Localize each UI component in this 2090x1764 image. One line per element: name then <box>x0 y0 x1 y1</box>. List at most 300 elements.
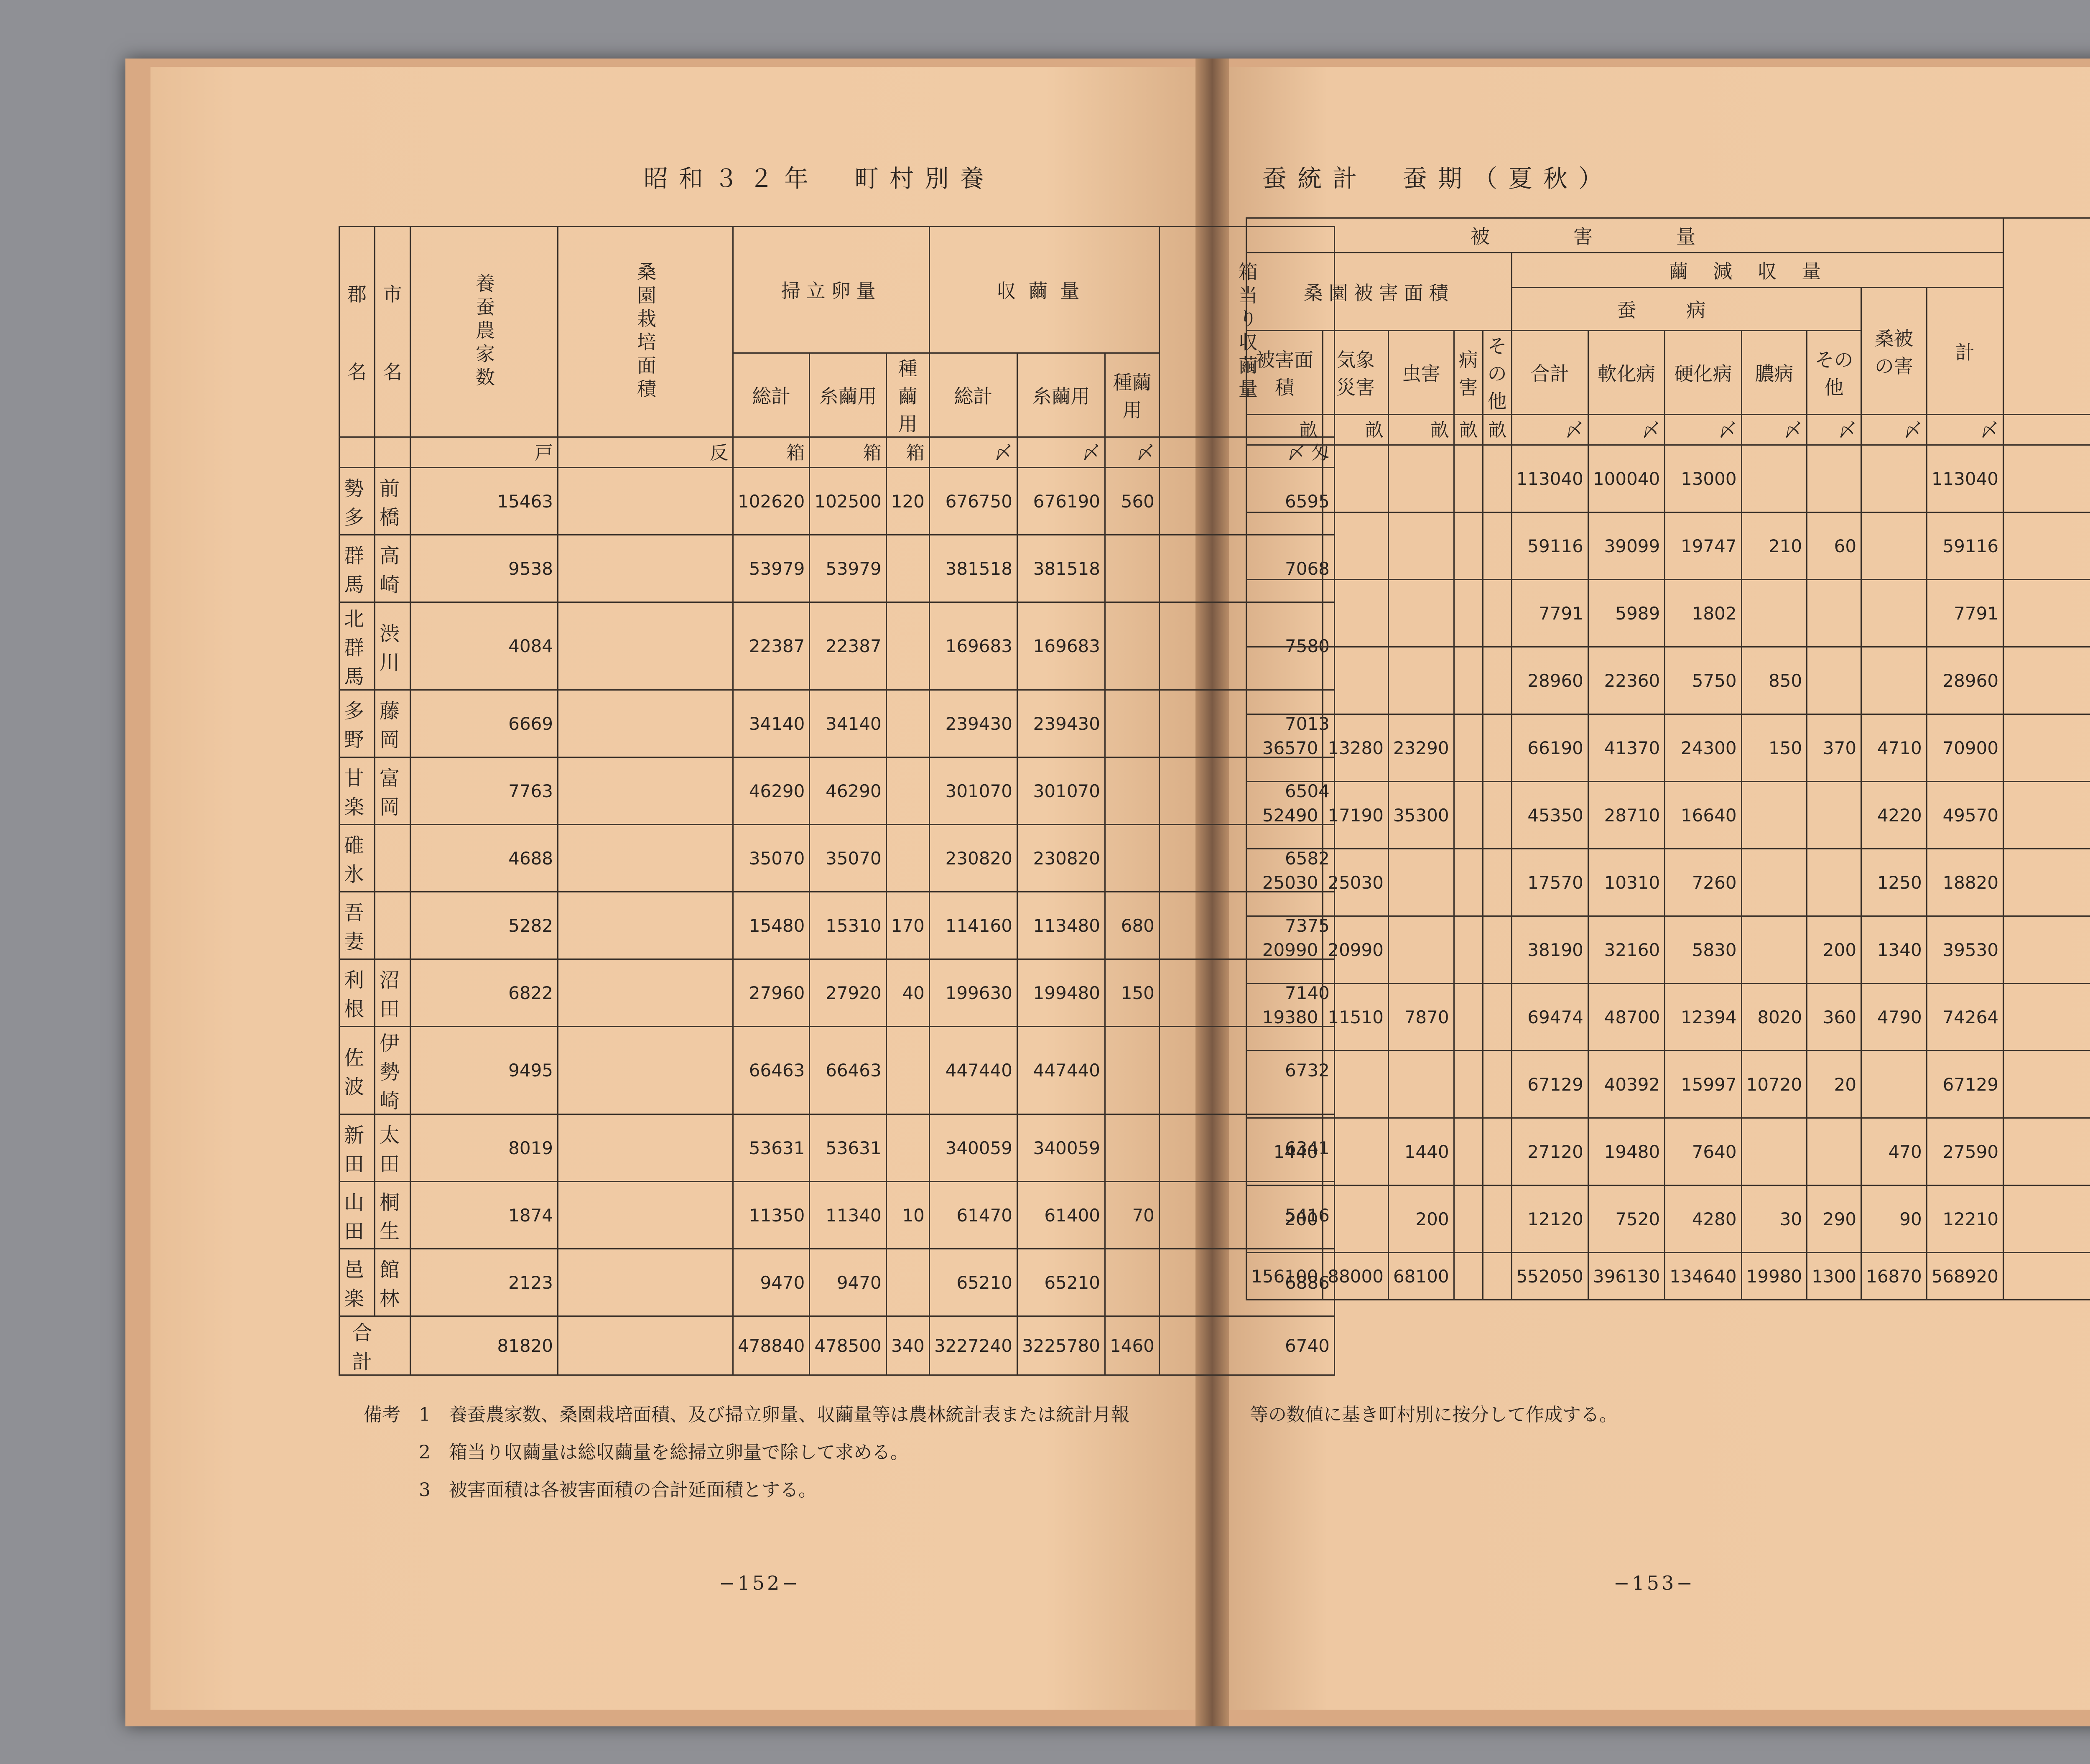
table-cell: 24300 <box>1665 714 1741 782</box>
table-row <box>1246 580 2090 647</box>
table-cell: 7640 <box>1665 1118 1741 1185</box>
total-row <box>339 1316 1335 1375</box>
table-cell: 桐生 <box>375 1182 410 1249</box>
table-cell: 41370 <box>1588 714 1664 782</box>
table-cell: 70 <box>1105 1182 1160 1249</box>
table-cell: 40 <box>886 959 929 1027</box>
table-cell <box>1388 647 1454 714</box>
table-cell <box>1741 445 1807 512</box>
header-total: 計 <box>1927 288 2003 415</box>
table-cell: 35300 <box>1388 782 1454 849</box>
table-cell <box>1741 849 1807 916</box>
table-cell: 19747 <box>1665 512 1741 580</box>
page-number-right: −153− <box>1613 1572 1695 1594</box>
table-cell <box>886 1027 929 1114</box>
header-shi: 市 名 <box>375 227 410 437</box>
table-cell: 10 <box>886 1182 929 1249</box>
table-cell: 66463 <box>810 1027 886 1114</box>
table-row <box>339 690 1335 757</box>
table-row <box>1246 445 2090 512</box>
table-row <box>339 1027 1335 1114</box>
sub-header: 虫害 <box>1388 331 1454 415</box>
table-cell: 150 <box>1741 714 1807 782</box>
table-cell: 7260 <box>1665 849 1741 916</box>
total-row <box>1246 1253 2090 1300</box>
table-cell: 53631 <box>733 1114 810 1182</box>
sub-header: 病害 <box>1454 331 1483 415</box>
table-cell: 69474 <box>1511 984 1588 1051</box>
table-cell <box>2003 984 2090 1051</box>
header-cocoon-amount: 収繭量 <box>929 227 1159 353</box>
table-cell <box>2003 849 2090 916</box>
table-cell: 15997 <box>1665 1051 1741 1118</box>
header-mulberry-loss: 桑被の害 <box>1861 288 1927 415</box>
table-cell: 北群馬 <box>339 602 375 690</box>
table-cell: 4710 <box>1861 714 1927 782</box>
sub-header: 糸繭用 <box>1017 353 1105 437</box>
table-cell: 301070 <box>929 757 1017 825</box>
table-cell: 113480 <box>1017 892 1105 959</box>
table-cell: 6595 <box>1159 468 1334 535</box>
table-cell <box>1323 647 1389 714</box>
total-cell: 合計 <box>339 1316 410 1375</box>
table-cell: 1874 <box>410 1182 558 1249</box>
total-cell: 1460 <box>1105 1316 1160 1375</box>
note-line: 3 被害面積は各被害面積の合計延面積とする。 <box>364 1479 817 1501</box>
sub-header: 総計 <box>929 353 1017 437</box>
table-cell: 59116 <box>1927 512 2003 580</box>
total-cell: 134640 <box>1665 1253 1741 1300</box>
table-cell: 伊勢崎 <box>375 1027 410 1114</box>
table-cell <box>1105 757 1160 825</box>
table-row <box>339 959 1335 1027</box>
note-line: 備考 1 養蚕農家数、桑園栽培面積、及び掃立卵量、収繭量等は農林統計表または統計月報 <box>364 1404 1129 1425</box>
table-cell <box>1105 1249 1160 1316</box>
table-cell: 10310 <box>1588 849 1664 916</box>
table-cell: 34140 <box>733 690 810 757</box>
unit-row <box>1246 415 2090 445</box>
table-cell: 169683 <box>929 602 1017 690</box>
table-cell: 381518 <box>929 535 1017 602</box>
table-cell: 22360 <box>1588 647 1664 714</box>
table-cell <box>375 825 410 892</box>
sub-header: その他 <box>1483 331 1511 415</box>
header-mulberry-area: 桑園栽培面積 <box>558 227 733 437</box>
table-cell <box>1388 445 1454 512</box>
table-cell <box>1323 512 1389 580</box>
title-left: 昭和３２年 町村別養 <box>644 164 995 193</box>
table-cell: 藤岡 <box>375 690 410 757</box>
header-per-box: 箱当り収繭量 <box>1159 227 1334 437</box>
table-cell <box>886 1114 929 1182</box>
table-row <box>339 1182 1335 1249</box>
table-cell <box>558 602 733 690</box>
table-cell: 200 <box>1246 1185 1323 1253</box>
table-cell: 4220 <box>1861 782 1927 849</box>
table-cell <box>2003 714 2090 782</box>
table-cell: 102500 <box>810 468 886 535</box>
table-cell: 高崎 <box>375 535 410 602</box>
table-cell: 11510 <box>1323 984 1389 1051</box>
table-cell <box>2003 647 2090 714</box>
table-cell: 1440 <box>1246 1118 1323 1185</box>
total-cell: 568920 <box>1927 1253 2003 1300</box>
table-cell: 館林 <box>375 1249 410 1316</box>
table-cell <box>1454 984 1483 1051</box>
table-cell: 53979 <box>733 535 810 602</box>
table-cell: 7791 <box>1511 580 1588 647</box>
table-cell: 45350 <box>1511 782 1588 849</box>
table-cell: 19380 <box>1246 984 1323 1051</box>
table-cell <box>1105 602 1160 690</box>
unit-row <box>339 437 1335 468</box>
table-cell <box>1246 647 1323 714</box>
table-cell: 6886 <box>1159 1249 1334 1316</box>
table-cell: 1340 <box>1861 916 1927 984</box>
table-cell: 勢多 <box>339 468 375 535</box>
table-cell <box>1454 916 1483 984</box>
unit-cell: 反 <box>558 437 733 468</box>
total-cell: 68100 <box>1388 1253 1454 1300</box>
table-cell <box>1454 580 1483 647</box>
table-cell: 27590 <box>1927 1118 2003 1185</box>
left-statistics-table <box>339 226 1335 1376</box>
total-cell <box>558 1316 733 1375</box>
unit-cell: 畝 <box>1454 415 1483 445</box>
table-row <box>1246 849 2090 916</box>
table-row <box>1246 984 2090 1051</box>
table-cell: 群馬 <box>339 535 375 602</box>
table-cell <box>1246 1051 1323 1118</box>
table-cell: 19480 <box>1588 1118 1664 1185</box>
sub-header: 総計 <box>733 353 810 437</box>
table-cell <box>886 825 929 892</box>
table-cell: 60 <box>1807 512 1861 580</box>
table-row <box>339 892 1335 959</box>
table-cell <box>1483 647 1511 714</box>
table-cell: 113040 <box>1511 445 1588 512</box>
unit-cell: 〆 <box>929 437 1017 468</box>
table-cell: 170 <box>886 892 929 959</box>
unit-cell: 〆 <box>1807 415 1861 445</box>
table-cell: 169683 <box>1017 602 1105 690</box>
table-cell: 4084 <box>410 602 558 690</box>
table-cell: 290 <box>1807 1185 1861 1253</box>
table-cell <box>1454 1118 1483 1185</box>
table-cell <box>1483 1185 1511 1253</box>
table-cell: 48700 <box>1588 984 1664 1051</box>
unit-cell <box>339 437 375 468</box>
unit-cell: 箱 <box>733 437 810 468</box>
table-cell: 52490 <box>1246 782 1323 849</box>
total-cell: 156100 <box>1246 1253 1323 1300</box>
table-cell: 370 <box>1807 714 1861 782</box>
table-cell: 200 <box>1388 1185 1454 1253</box>
table-cell <box>2003 782 2090 849</box>
table-cell: 239430 <box>1017 690 1105 757</box>
table-cell <box>1483 984 1511 1051</box>
table-cell <box>1807 782 1861 849</box>
table-cell <box>2003 1051 2090 1118</box>
unit-cell: 箱 <box>810 437 886 468</box>
total-cell: 396130 <box>1588 1253 1664 1300</box>
table-cell: 7375 <box>1159 892 1334 959</box>
table-cell: 301070 <box>1017 757 1105 825</box>
table-cell: 7068 <box>1159 535 1334 602</box>
sub-header: 硬化病 <box>1665 331 1741 415</box>
table-cell <box>1454 445 1483 512</box>
table-cell: 20 <box>1807 1051 1861 1118</box>
table-cell <box>558 535 733 602</box>
note-line: 2 箱当り収繭量は総収繭量を総掃立卵量で除して求める。 <box>364 1442 909 1463</box>
table-cell <box>1105 1114 1160 1182</box>
table-cell <box>1483 782 1511 849</box>
table-cell <box>1861 512 1927 580</box>
table-cell: 7763 <box>410 757 558 825</box>
table-cell: 102620 <box>733 468 810 535</box>
table-cell: 新田 <box>339 1114 375 1182</box>
table-cell: 67129 <box>1511 1051 1588 1118</box>
table-cell: 5750 <box>1665 647 1741 714</box>
table-cell <box>886 602 929 690</box>
total-cell <box>1454 1253 1483 1300</box>
table-cell: 2123 <box>410 1249 558 1316</box>
table-cell: 15463 <box>410 468 558 535</box>
table-cell: 9470 <box>810 1249 886 1316</box>
table-row <box>1246 714 2090 782</box>
table-cell <box>1105 1027 1160 1114</box>
unit-cell: 〆 <box>1741 415 1807 445</box>
table-row <box>1246 1051 2090 1118</box>
table-cell: 7140 <box>1159 959 1334 1027</box>
table-cell: 53631 <box>810 1114 886 1182</box>
table-cell <box>1454 647 1483 714</box>
table-cell: 27120 <box>1511 1118 1588 1185</box>
table-cell <box>2003 445 2090 512</box>
sub-header: 軟化病 <box>1588 331 1664 415</box>
table-cell: 114160 <box>929 892 1017 959</box>
table-cell <box>1861 1051 1927 1118</box>
table-cell: 6341 <box>1159 1114 1334 1182</box>
table-cell: 65210 <box>1017 1249 1105 1316</box>
table-cell: 676190 <box>1017 468 1105 535</box>
table-cell: 7791 <box>1927 580 2003 647</box>
table-cell <box>1454 714 1483 782</box>
unit-cell: 畝 <box>1483 415 1511 445</box>
table-cell <box>1483 445 1511 512</box>
header-egg-amount: 掃立卵量 <box>733 227 930 353</box>
header-cocoon-reduction: 繭減収量 <box>1511 253 2003 288</box>
table-cell: 佐波 <box>339 1027 375 1114</box>
table-cell <box>1246 580 1323 647</box>
sub-header: 被害面積 <box>1246 331 1323 415</box>
table-cell: 1440 <box>1388 1118 1454 1185</box>
table-cell: 4688 <box>410 825 558 892</box>
table-cell: 17190 <box>1323 782 1389 849</box>
table-cell: 340059 <box>929 1114 1017 1182</box>
table-cell <box>1807 1118 1861 1185</box>
table-cell: 49570 <box>1927 782 2003 849</box>
unit-cell: 〆 <box>1927 415 2003 445</box>
total-cell <box>1483 1253 1511 1300</box>
table-cell: 66190 <box>1511 714 1588 782</box>
table-cell: 富岡 <box>375 757 410 825</box>
table-cell: 22387 <box>810 602 886 690</box>
table-cell <box>2003 916 2090 984</box>
table-row <box>339 535 1335 602</box>
unit-cell: 〆 <box>1017 437 1105 468</box>
table-cell: 6732 <box>1159 1027 1334 1114</box>
total-cell: 6740 <box>1159 1316 1334 1375</box>
table-cell: 5416 <box>1159 1182 1334 1249</box>
table-cell: 38190 <box>1511 916 1588 984</box>
table-cell <box>1454 782 1483 849</box>
table-cell: 9538 <box>410 535 558 602</box>
unit-cell: 箱 <box>886 437 929 468</box>
table-cell <box>1483 849 1511 916</box>
sub-header: 糸繭用 <box>810 353 886 437</box>
table-cell: 9470 <box>733 1249 810 1316</box>
table-cell <box>558 690 733 757</box>
table-cell: 8019 <box>410 1114 558 1182</box>
table-cell <box>558 1249 733 1316</box>
table-cell <box>1388 916 1454 984</box>
table-cell: 90 <box>1861 1185 1927 1253</box>
table-cell <box>1861 445 1927 512</box>
table-cell <box>1454 512 1483 580</box>
unit-cell <box>375 437 410 468</box>
table-cell: 11340 <box>810 1182 886 1249</box>
right-statistics-table <box>1246 217 2090 1300</box>
table-cell: 53979 <box>810 535 886 602</box>
table-cell <box>558 757 733 825</box>
table-row <box>339 1249 1335 1316</box>
table-cell <box>1807 580 1861 647</box>
table-cell: 61470 <box>929 1182 1017 1249</box>
total-cell: 81820 <box>410 1316 558 1375</box>
table-cell <box>1483 1051 1511 1118</box>
table-cell: 199630 <box>929 959 1017 1027</box>
title-right: 蚕統計 蚕期（夏秋） <box>1262 164 1614 193</box>
table-cell: 8020 <box>1741 984 1807 1051</box>
table-cell <box>558 1114 733 1182</box>
table-cell <box>1741 580 1807 647</box>
total-cell: 19980 <box>1741 1253 1807 1300</box>
page-number-left: −152− <box>719 1572 800 1594</box>
sub-header: 種繭用 <box>1105 353 1160 437</box>
table-cell: 23290 <box>1388 714 1454 782</box>
table-cell: 65210 <box>929 1249 1017 1316</box>
sub-header: 膿病 <box>1741 331 1807 415</box>
table-cell <box>1807 849 1861 916</box>
table-cell: 230820 <box>1017 825 1105 892</box>
table-cell: 39099 <box>1588 512 1664 580</box>
table-cell: 67129 <box>1927 1051 2003 1118</box>
table-cell: 7520 <box>1588 1185 1664 1253</box>
table-cell: 1250 <box>1861 849 1927 916</box>
table-cell: 32160 <box>1588 916 1664 984</box>
table-cell: 28960 <box>1511 647 1588 714</box>
sub-header: 気象災害 <box>1323 331 1389 415</box>
table-cell <box>1454 1185 1483 1253</box>
table-cell <box>1861 580 1927 647</box>
table-cell <box>558 959 733 1027</box>
sub-header: 合計 <box>1511 331 1588 415</box>
table-cell: 66463 <box>733 1027 810 1114</box>
table-cell <box>558 1182 733 1249</box>
table-cell: 61400 <box>1017 1182 1105 1249</box>
table-cell: 25030 <box>1323 849 1389 916</box>
table-cell: 40392 <box>1588 1051 1664 1118</box>
table-cell: 34140 <box>810 690 886 757</box>
table-cell: 9495 <box>410 1027 558 1114</box>
total-cell: 1300 <box>1807 1253 1861 1300</box>
table-cell <box>1323 1051 1389 1118</box>
total-cell: 16870 <box>1861 1253 1927 1300</box>
header-damage: 被害量 <box>1246 218 2003 253</box>
unit-cell: 戸 <box>410 437 558 468</box>
table-cell: 200 <box>1807 916 1861 984</box>
table-cell <box>558 892 733 959</box>
table-row <box>339 1114 1335 1182</box>
table-cell: 6504 <box>1159 757 1334 825</box>
table-cell <box>886 1249 929 1316</box>
table-cell: 18820 <box>1927 849 2003 916</box>
table-cell: 12210 <box>1927 1185 2003 1253</box>
table-cell: 13000 <box>1665 445 1741 512</box>
table-cell <box>1105 825 1160 892</box>
table-cell: 甘楽 <box>339 757 375 825</box>
table-row <box>1246 916 2090 984</box>
table-row <box>1246 647 2090 714</box>
unit-cell: 〆 <box>1588 415 1664 445</box>
table-cell: 16640 <box>1665 782 1741 849</box>
notes-right: 等の数値に基き町村別に按分して作成する。 <box>1250 1404 1618 1425</box>
table-cell: 113040 <box>1927 445 2003 512</box>
table-cell: 36570 <box>1246 714 1323 782</box>
table-cell: 17570 <box>1511 849 1588 916</box>
table-cell: 利根 <box>339 959 375 1027</box>
header-mulberry-damage: 桑園被害面積 <box>1246 253 1512 331</box>
table-cell <box>375 892 410 959</box>
table-cell: 150 <box>1105 959 1160 1027</box>
table-cell: 239430 <box>929 690 1017 757</box>
table-cell: 4280 <box>1665 1185 1741 1253</box>
table-cell: 46290 <box>733 757 810 825</box>
total-cell: 3225780 <box>1017 1316 1105 1375</box>
header-farmers: 養蚕農家数 <box>410 227 558 437</box>
table-cell <box>1246 445 1323 512</box>
table-cell <box>2003 1185 2090 1253</box>
table-row <box>1246 512 2090 580</box>
table-cell: 15310 <box>810 892 886 959</box>
table-cell: 渋川 <box>375 602 410 690</box>
table-cell: 前橋 <box>375 468 410 535</box>
header-std-per-box <box>2003 218 2090 415</box>
unit-cell: 〆 <box>1665 415 1741 445</box>
table-cell <box>886 757 929 825</box>
table-row <box>339 602 1335 690</box>
table-cell: 470 <box>1861 1118 1927 1185</box>
table-cell: 46290 <box>810 757 886 825</box>
total-cell: 552050 <box>1511 1253 1588 1300</box>
table-cell: 山田 <box>339 1182 375 1249</box>
table-cell <box>558 468 733 535</box>
table-cell: 7870 <box>1388 984 1454 1051</box>
table-cell: 74264 <box>1927 984 2003 1051</box>
table-cell: 27920 <box>810 959 886 1027</box>
table-cell <box>1741 1118 1807 1185</box>
